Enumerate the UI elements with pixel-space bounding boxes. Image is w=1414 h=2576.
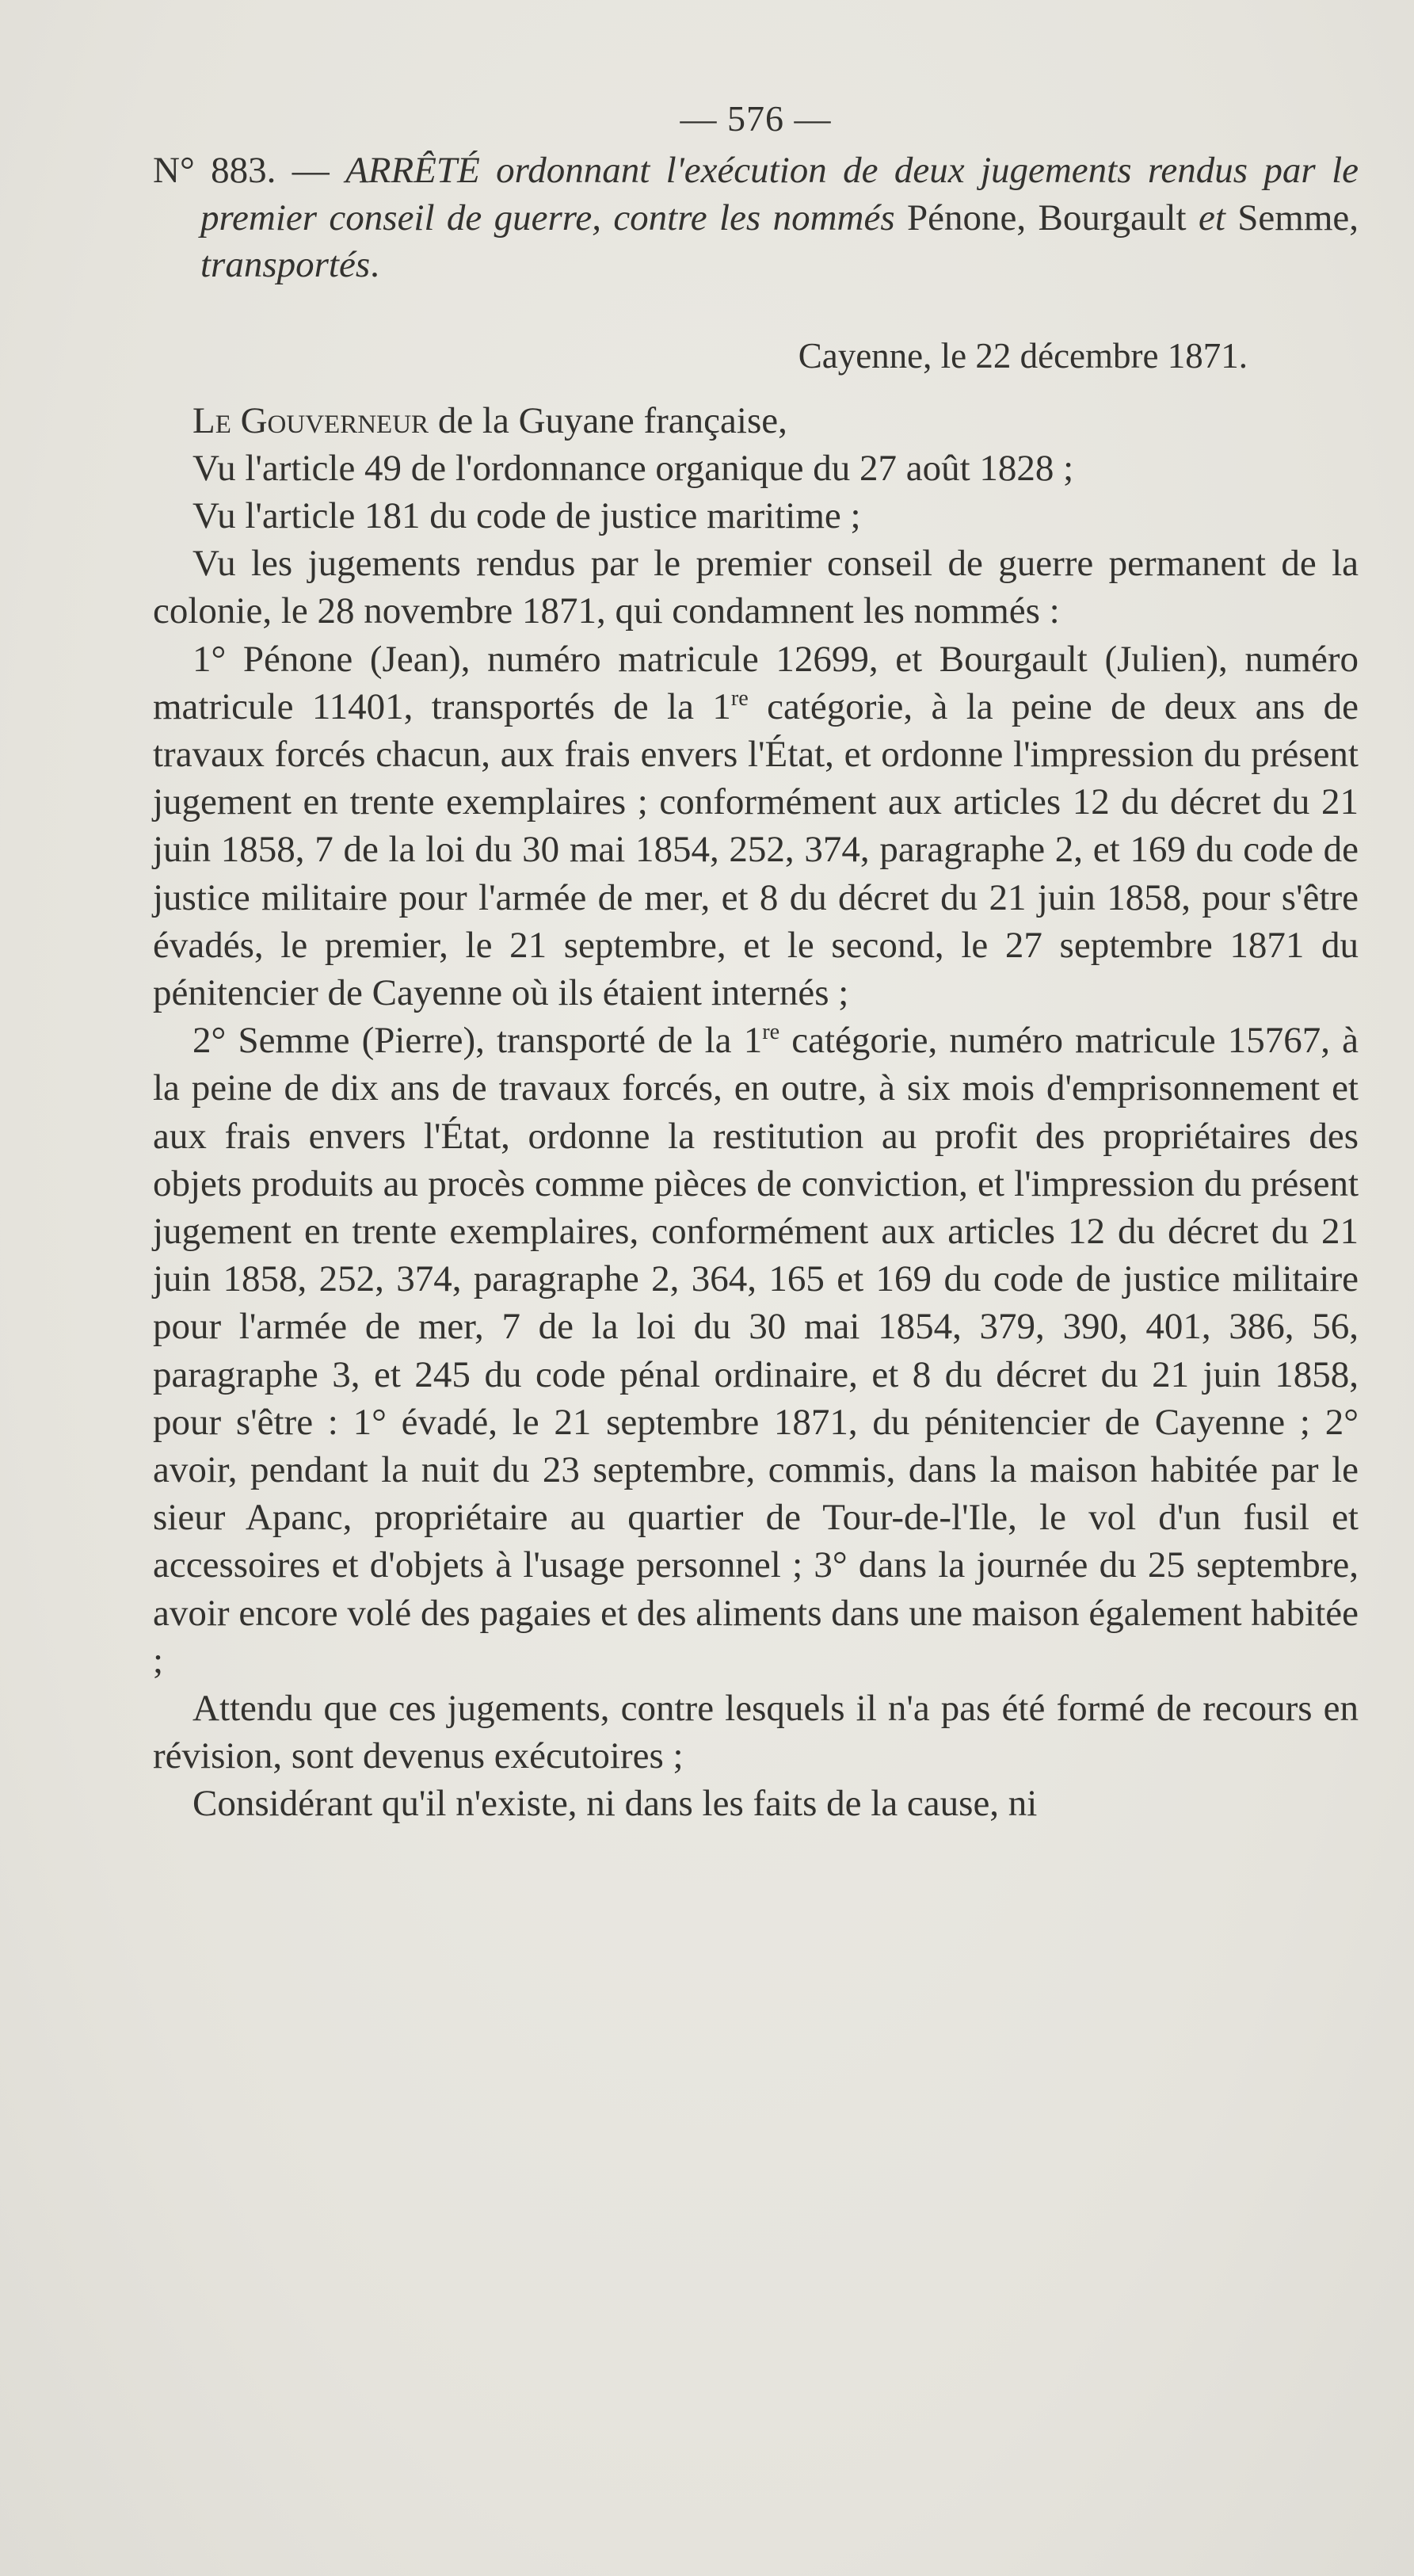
decree-number: N° 883.: [153, 150, 276, 191]
decree-heading: [153, 147, 1359, 289]
decree-name-last: Semme: [1237, 197, 1350, 239]
paragraph-attendu: Attendu que ces jugements, contre lesquels il n'a pas été formé de recours en révision, sont devenus exécutoires ;: [153, 1687, 1359, 1777]
paragraph-vu-ordonnance: Vu l'article 49 de l'ordonnance organique du 27 août 1828 ;: [192, 447, 1074, 489]
paragraph-penone-bourgault: [153, 635, 1359, 1017]
governor-line: [153, 397, 1359, 445]
decree-body: [153, 397, 1359, 1828]
governor-rest: de la Guyane française,: [429, 399, 787, 441]
semme-text-a: 2° Semme (Pierre), transporté de la 1: [192, 1020, 763, 1062]
semme-text-b: catégorie, numéro matricule 15767, à la peine de dix ans de travaux forcés, en outre, à six mois d'emprisonnement et aux frais envers l'État, ordonne la restitution au profit des propriétaires des objets produits au procès comme pièces de conviction, et l'impression du présent jugement en trente exemplaires, conformément aux articles 12 du décret du 21 juin 1858, 252, 374, paragraphe 2, 364, 165 et 169 du code de justice militaire pour l'armée de mer, 7 de la loi du 30 mai 1854, 379, 390, 401, 386, 56, paragraphe 3, et 245 du code pénal ordinaire, et 8 du décret du 21 juin 1858, pour s'être : 1° évadé, le 21 septembre 1871, du pénitencier de Cayenne ; 2° avoir, pendant la nuit du 23 septembre, commis, dans la maison habitée par le sieur Apanc, propriétaire au quartier de Tour-de-l'Ile, le vol d'un fusil et accessoires et d'objets à l'usage personnel ; 3° dans la journée du 25 septembre, avoir encore volé des pagaies et des aliments dans une maison également habitée ;: [153, 1020, 1359, 1681]
decree-end: .: [370, 244, 379, 285]
decree-transported: transportés: [200, 244, 371, 285]
heading-dash: —: [276, 150, 346, 191]
paragraph-semme: [153, 1017, 1359, 1685]
penone-superscript: re: [730, 685, 749, 711]
place-and-date: Cayenne, le 22 décembre 1871.: [798, 335, 1248, 376]
decree-kind: ARRÊTÉ: [345, 150, 480, 191]
paragraph-vu-jugements: Vu les jugements rendus par le premier conseil de guerre permanent de la colonie, le 28 novembre 1871, qui condamnent les nommés :: [153, 543, 1359, 632]
page-number: — 576 —: [680, 98, 832, 139]
decree-names: Pénone, Bourgault: [907, 197, 1187, 239]
paragraph-vu-code: Vu l'article 181 du code de justice maritime ;: [192, 494, 861, 536]
penone-text-b: catégorie, à la peine de deux ans de travaux forcés chacun, aux frais envers l'État, et ordonne l'impression du présent jugement en trente exemplaires ; conformément aux articles 12 du décret du 21 juin 1858, 7 de la loi du 30 mai 1854, 252, 374, paragraphe 2, et 169 du code de justice militaire pour l'armée de mer, et 8 du décret du 21 juin 1858, pour s'être évadés, le premier, le 21 septembre, et le second, le 27 septembre 1871 du pénitencier de Cayenne où ils étaient internés ;: [153, 685, 1359, 1013]
paragraph-considerant: Considérant qu'il n'existe, ni dans les faits de la cause, ni: [192, 1783, 1038, 1825]
decree-comma: ,: [1349, 197, 1359, 239]
page-content: [153, 95, 1359, 1828]
decree-title: ordonnant l'exécution de deux jugements rendus par le premier conseil de guerre, contre les nommés: [200, 150, 1359, 239]
governor-title: Le Gouverneur: [192, 399, 429, 441]
semme-superscript: re: [762, 1020, 780, 1045]
decree-conjunction: et: [1186, 197, 1238, 239]
penone-text-a: 1° Pénone (Jean), numéro matricule 12699, et Bourgault (Julien), numéro matricule 11401, transportés de la 1: [153, 638, 1359, 727]
